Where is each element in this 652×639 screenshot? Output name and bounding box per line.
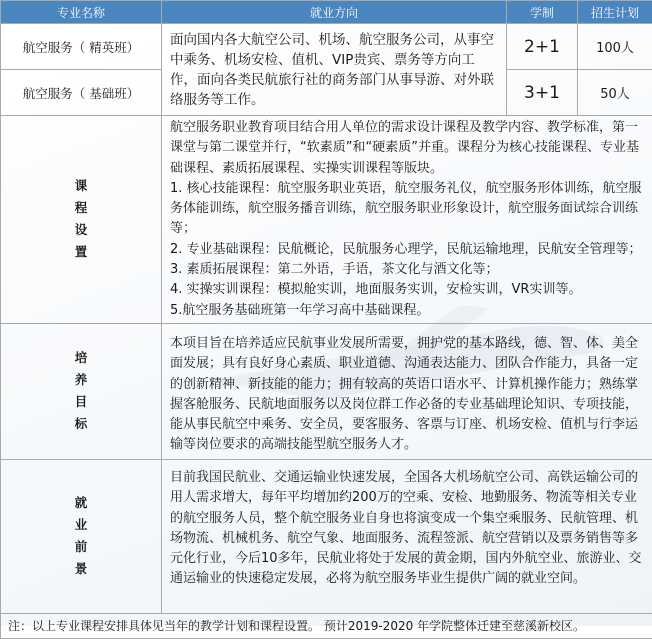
program-plan-elite: 100人 [578,24,652,70]
curriculum-intro: 航空服务职业教育项目结合用人单位的需求设计课程及教学内容、教学标准，第一课堂与第二课堂并行，“软素质”和“硬素质”并重。课程分为核心技能课程、专业基础课程、素质拓展课程、实操实训课程等版块。 [170,118,646,179]
footnote: 注：以上专业课程安排具体见当年的教学计划和课程设置。 预计2019-2020 年学院整体迁建至慈溪新校区。 [1,613,652,638]
goals-label-char: 培 [1,347,161,369]
program-row-elite [1,24,652,70]
goals-content: 本项目旨在培养适应民航事业发展所需要，拥护党的基本路线，德、智、体、美全面发展；具有良好身心素质、职业道德、沟通表达能力、团队合作能力，具备一定的创新精神、新技能的能力；拥有较高的英语口语水平、计算机操作能力；熟练掌握客舱服务、民航地面服务以及岗位群工作必备的专业基础理论知识、专项技能，能从事民航空中乘务、安全员，要客服务、客票与订座、机场安检、值机与行李运输等岗位要求的高端技能型航空服务人才。 [162,323,652,459]
prospects-label-char: 业 [1,514,161,536]
curriculum-label-char: 程 [1,197,161,219]
goals-label [1,323,162,459]
header-plan: 招生计划 [578,1,652,24]
curriculum-item: 3. 素质拓展课程：第二外语，手语，茶文化与酒文化等； [170,260,646,280]
curriculum-item: 1. 核心技能课程：航空服务职业英语，航空服务礼仪，航空服务形体训练，航空服务体能训练，航空服务播音训练，航空服务职业形象设计，航空服务面试综合训练等； [170,179,646,240]
table-header-row [1,1,652,24]
curriculum-label [1,116,162,324]
program-name-elite: 航空服务（ 精英班） [1,24,162,70]
employment-direction: 面向国内各大航空公司、机场、航空服务公司，从事空中乘务、机场安检、值机、VIP贵宾、票务等方向工作，面向各类民航旅行社的商务部门从事导游、对外联络服务等工作。 [162,24,507,116]
header-direction: 就业方向 [162,1,507,24]
curriculum-item: 5.航空服务基础班第一年学习高中基础课程。 [170,301,646,321]
program-years-basic: 3+1 [507,70,578,116]
prospects-label-char: 就 [1,492,161,514]
curriculum-row [1,116,652,324]
curriculum-label-char: 置 [1,241,161,263]
prospects-row [1,459,652,613]
goals-label-char: 养 [1,369,161,391]
goals-row [1,323,652,459]
program-years-elite: 2+1 [507,24,578,70]
prospects-label-char: 前 [1,536,161,558]
header-program-name: 专业名称 [1,1,162,24]
curriculum-content [162,116,652,324]
goals-label-char: 标 [1,413,161,435]
goals-label-char: 目 [1,391,161,413]
curriculum-item: 4. 实操实训课程：模拟舱实训，地面服务实训，安检实训，VR实训等。 [170,280,646,300]
curriculum-label-char: 设 [1,219,161,241]
curriculum-item: 2. 专业基础课程：民航概论，民航服务心理学，民航运输地理，民航安全管理等； [170,240,646,260]
program-plan-basic: 50人 [578,70,652,116]
header-years: 学制 [507,1,578,24]
program-name-basic: 航空服务（ 基础班） [1,70,162,116]
curriculum-label-char: 课 [1,175,161,197]
prospects-label [1,459,162,613]
prospects-content: 目前我国民航业、交通运输业快速发展，全国各大机场航空公司、高铁运输公司的用人需求增大，每年平均增加约200万的空乘、安检、地勤服务、物流等相关专业的航空服务人员，整个航空服务业自身也将演变成一个集空乘服务、民航管理、机场物流、机械机务、航空气象、地面服务、流程签派、航空营销以及票务销售等多元化行业，今后10多年，民航业将处于发展的黄金期，国内外航空业、旅游业、交通运输业的快速稳定发展，必将为航空服务毕业生提供广阔的就业空间。 [162,459,652,613]
prospects-label-char: 景 [1,558,161,580]
